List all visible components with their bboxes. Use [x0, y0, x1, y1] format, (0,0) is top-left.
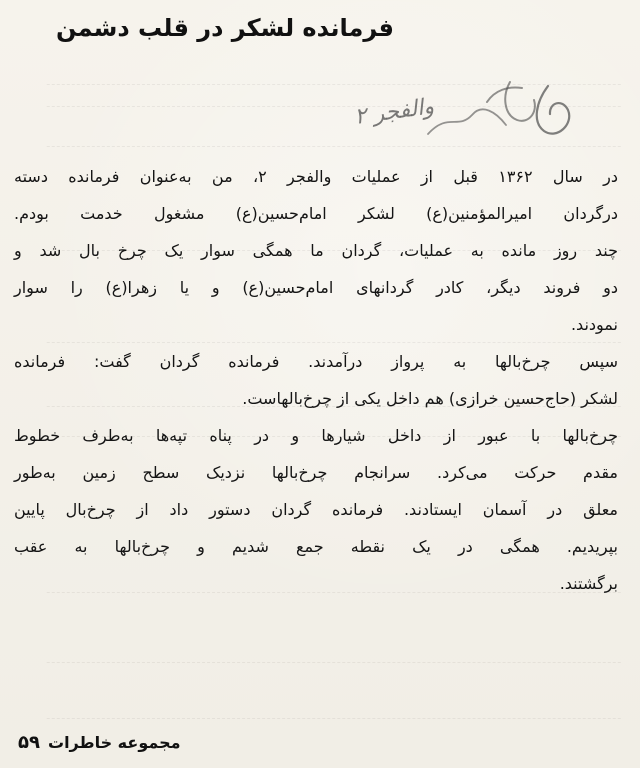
bleed-through-line — [47, 648, 624, 663]
paragraph-1-line-2: درگردان امیرالمؤمنین(ع) لشکر امام‌حسین(ع) مشغول خدمت بودم. — [14, 204, 618, 223]
paragraph-3-line-3: معلق در آسمان ایستادند. فرمانده گردان دستور داد از چرخ‌بال پایین — [14, 500, 618, 519]
paragraph-2-line-2: لشکر (حاج‌حسین خرازی) هم داخل یکی از چرخ‌بالهاست. — [242, 389, 618, 408]
paragraph-3-line-1: چرخ‌بالها با عبور از داخل شیارها و در پناه تپه‌ها به‌طرف خطوط — [14, 426, 618, 445]
handwritten-note: والفجر ۲ — [353, 94, 436, 130]
paragraph-2-line-1: سپس چرخ‌بالها به پرواز درآمدند. فرمانده گردان گفت: فرمانده — [14, 352, 618, 371]
body-text — [14, 158, 618, 602]
bleed-through-line — [47, 132, 624, 147]
bleed-through-line — [47, 704, 624, 719]
paragraph-1-line-5: نمودند. — [570, 315, 618, 334]
footer-label: مجموعه خاطرات — [47, 733, 181, 752]
paragraph-3-line-4: بپریدیم. همگی در یک نقطه جمع شدیم و چرخ‌بالها به عقب — [14, 537, 618, 556]
paragraph-1-line-1: در سال ۱۳۶۲ قبل از عملیات والفجر ۲، من به‌عنوان فرمانده دسته — [14, 167, 618, 186]
page-title: فرمانده لشکر در قلب دشمن — [56, 14, 394, 42]
bleed-through-line — [47, 70, 624, 85]
page-footer — [18, 732, 181, 753]
page-number: ۵۹ — [18, 732, 40, 753]
bleed-through-line — [47, 92, 624, 107]
paragraph-1-line-4: دو فروند دیگر، کادر گردانهای امام‌حسین(ع) و یا زهرا(ع) را سوار — [14, 278, 618, 297]
paragraph-3-line-2: مقدم حرکت می‌کرد. سرانجام چرخ‌بالها نزدیک سطح زمین به‌طور — [14, 463, 618, 482]
paragraph-1-line-3: چند روز مانده به عملیات، گردان ما همگی سوار یک چرخ بال شد و — [14, 241, 618, 260]
paragraph-3-line-5: برگشتند. — [559, 574, 618, 593]
